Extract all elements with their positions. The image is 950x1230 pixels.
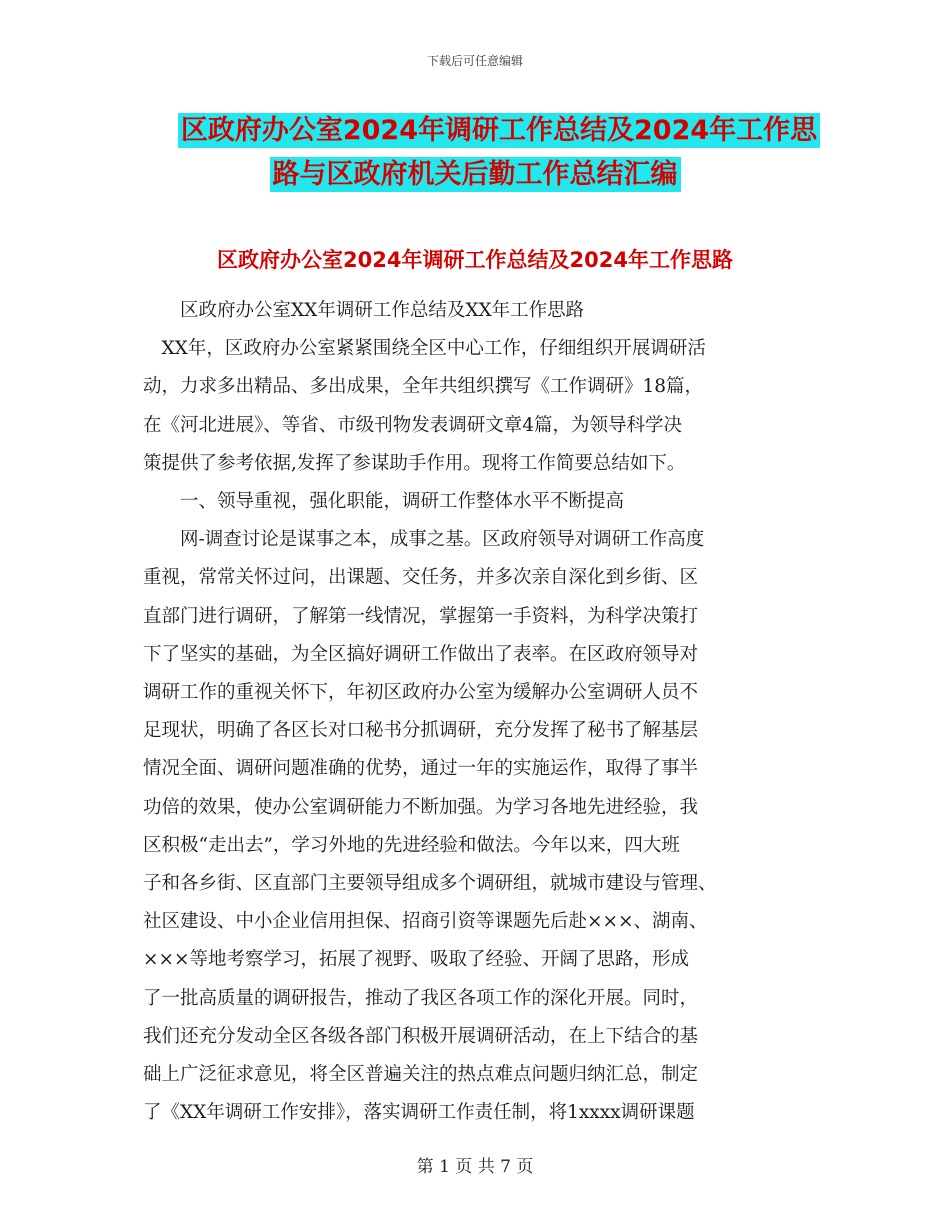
body-line: 下了坚实的基础，为全区搞好调研工作做出了表率。在区政府领导对	[143, 643, 699, 665]
body-line: 重视，常常关怀过问，出课题、交任务，并多次亲自深化到乡街、区	[143, 567, 699, 589]
body-line: 础上广泛征求意见，将全区普遍关注的热点难点问题归纳汇总，制定	[143, 1064, 699, 1086]
main-title-highlight-2: 路与区政府机关后勤工作总结汇编	[270, 157, 681, 192]
main-title-highlight-1: 区政府办公室2024年调研工作总结及2024年工作思	[178, 113, 820, 148]
body-line: 了一批高质量的调研报告，推动了我区各项工作的深化开展。同时，	[143, 987, 699, 1009]
section-title: 区政府办公室2024年调研工作总结及2024年工作思路	[217, 248, 733, 272]
body-text	[143, 292, 823, 1132]
body-line: 区政府办公室XX年调研工作总结及XX年工作思路	[143, 300, 585, 321]
body-line: 社区建设、中小企业信用担保、招商引资等课题先后赴×××、湖南、	[143, 911, 708, 933]
body-line: 了《XX年调研工作安排》，落实调研工作责任制，将1xxxx调研课题	[143, 1102, 695, 1124]
body-line: 一、领导重视，强化职能，调研工作整体水平不断提高	[143, 491, 625, 513]
header-note: 下载后可任意编辑	[426, 54, 523, 68]
body-line: 情况全面、调研问题准确的优势，通过一年的实施运作，取得了事半	[143, 758, 699, 780]
body-line: 调研工作的重视关怀下，年初区政府办公室为缓解办公室调研人员不	[143, 682, 699, 704]
main-title-line-1	[24, 109, 950, 153]
body-line: 子和各乡街、区直部门主要领导组成多个调研组，就城市建设与管理、	[143, 873, 717, 895]
body-line: 在《河北进展》、等省、市级刊物发表调研文章4篇，为领导科学决	[143, 414, 683, 436]
body-line: 我们还充分发动全区各级各部门积极开展调研活动，在上下结合的基	[143, 1025, 699, 1047]
body-line: ×××等地考察学习，拓展了视野、吸取了经验、开阔了思路，形成	[143, 949, 690, 971]
body-line: 网-调查讨论是谋事之本，成事之基。区政府领导对调研工作高度	[143, 529, 705, 551]
body-line: 动，力求多出精品、多出成果，全年共组织撰写《工作调研》18篇，	[143, 376, 704, 398]
body-line: 直部门进行调研，了解第一线情况，掌握第一手资料，为科学决策打	[143, 605, 699, 627]
main-title-line-2	[0, 153, 950, 197]
body-line: XX年，区政府办公室紧紧围绕全区中心工作，仔细组织开展调研活	[143, 338, 706, 360]
body-line: 区积极“走出去”，学习外地的先进经验和做法。今年以来，四大班	[143, 834, 680, 856]
body-line: 足现状，明确了各区长对口秘书分抓调研，充分发挥了秘书了解基层	[143, 720, 699, 742]
page-footer: 第 1 页 共 7 页	[416, 1157, 534, 1177]
body-line: 策提供了参考依据,发挥了参谋助手作用。现将工作简要总结如下。	[143, 452, 686, 474]
body-line: 功倍的效果，使办公室调研能力不断加强。为学习各地先进经验，我	[143, 796, 699, 818]
